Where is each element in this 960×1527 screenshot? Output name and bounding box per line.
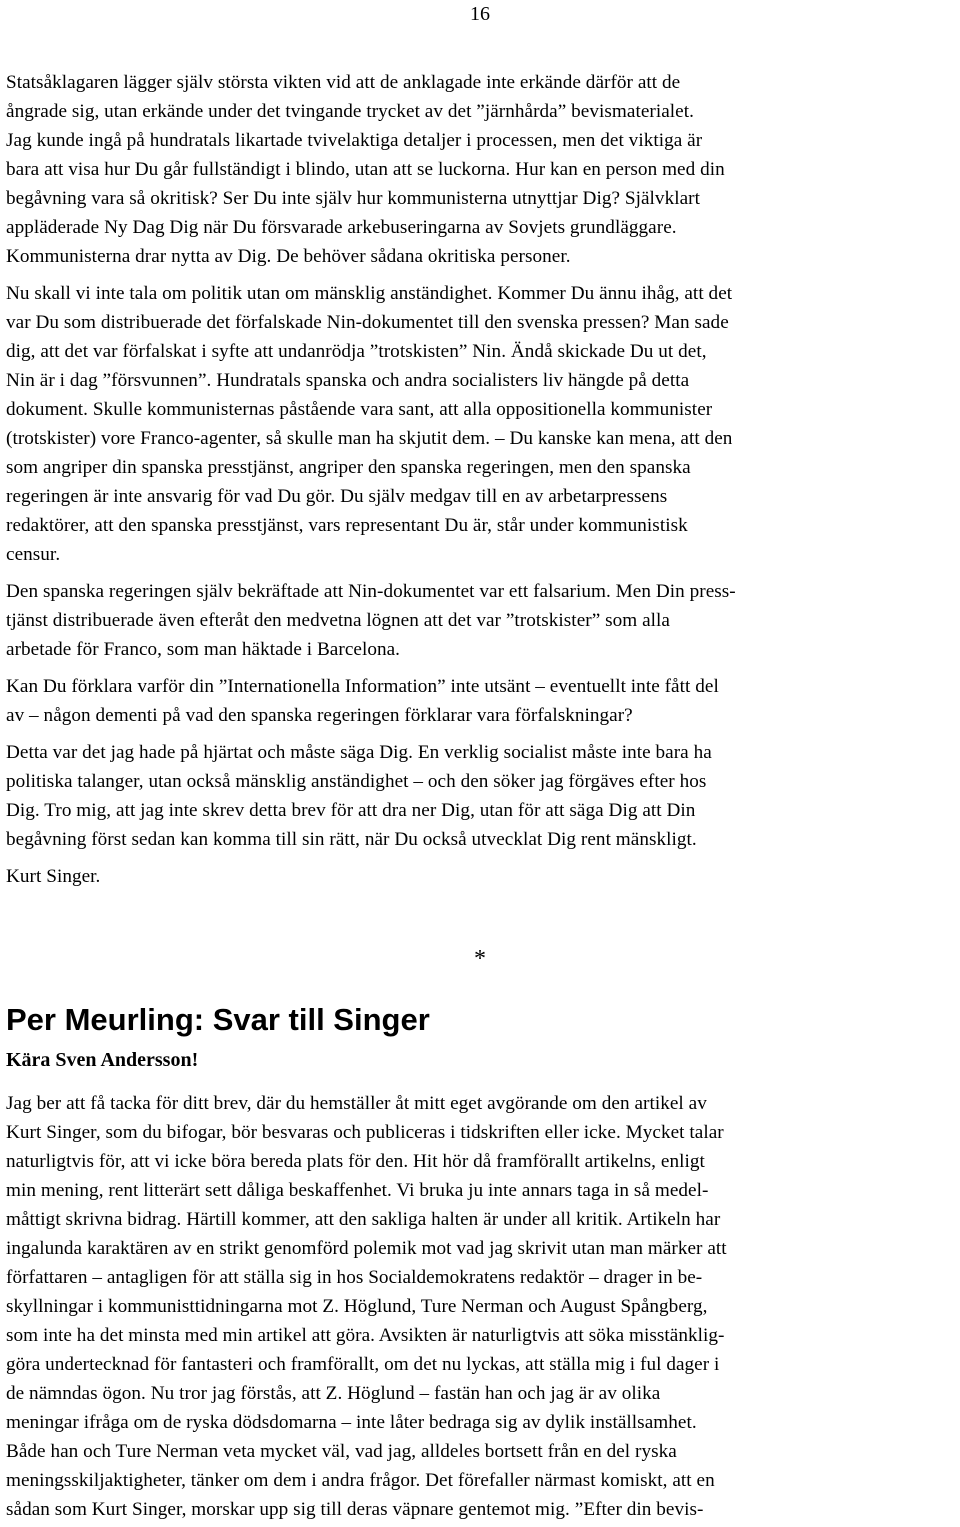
reply-heading: Per Meurling: Svar till Singer — [6, 1002, 430, 1037]
letter-paragraph-4: Kan Du förklara varför din ”Internationella Information” inte utsänt – eventuellt inte fått del av – någon dementi på vad den spanska regeringen förklarar vara förfalskningar? — [6, 676, 719, 726]
letter-paragraph-3: Den spanska regeringen själv bekräftade att Nin-dokumentet var ett falsarium. Men Din press- tjänst distribuerade även efteråt den medvetna lögnen att det var ”trotskister” som alla arbetade för Franco, som man häktade i Barcelona. — [6, 581, 736, 660]
letter-paragraph-2: Nu skall vi inte tala om politik utan om mänsklig anständighet. Kommer Du ännu ihåg, att det var Du som distribuerade det förfalskade Nin-dokumentet till den svenska pressen? Man sade dig, att det var förfalskat i syfte att undanrödja ”trotskisten” Nin. Ändå skickade Du ut det, Nin är i dag ”försvunnen”. Hundratals spanska och andra socialisters liv hängde på detta dokument. Skulle kommunisternas påstående vara sant, att alla oppositionella kommunister (trotskister) vore Franco-agenter, så skulle man ha skjutit dem. – Du kanske kan mena, att den som angriper din spanska presstjänst, angriper den spanska regeringen, men den spanska regeringen är inte ansvarig för vad Du gör. Du själv medgav till en av arbetarpressens redaktörer, att den spanska presstjänst, vars representant Du är, står under kommunistisk censur. — [6, 283, 733, 565]
page-number: 16 — [470, 3, 490, 25]
section-separator: * — [474, 946, 486, 972]
letter-paragraph-5: Detta var det jag hade på hjärtat och måste säga Dig. En verklig socialist måste inte bara ha politiska talanger, utan också mänsklig anständighet – och den söker jag förgäves efter hos Dig. Tro mig, att jag inte skrev detta brev för att dra ner Dig, utan för att säga Dig att Din begåvning först sedan kan komma till sin rätt, när Du också utvecklat Dig rent mänskligt. — [6, 742, 712, 850]
reply-salutation: Kära Sven Andersson! — [6, 1049, 199, 1071]
letter-signature: Kurt Singer. — [6, 866, 101, 887]
letter-body — [6, 68, 956, 891]
reply-paragraph: Jag ber att få tacka för ditt brev, där du hemställer åt mitt eget avgörande om den artikel av Kurt Singer, som du bifogar, bör besvaras och publiceras i tidskriften eller icke. Mycket talar naturligtvis för, att vi icke böra bereda plats för den. Hit hör då framförallt artikelns, enligt min mening, rent litterärt sett dåliga beskaffenhet. Vi bruka ju inte annars taga in så medel- måttigt skrivna bidrag. Härtill kommer, att den sakliga halten är under all kritik. Artikeln har ingalunda karaktären av en strikt genomförd polemik mot vad jag skrivit utan man märker att författaren – antagligen för att ställa sig in hos Socialdemokratens redaktör – drager in be- skyllningar i kommunisttidningarna mot Z. Höglund, Ture Nerman och August Spångberg, som inte ha det minsta med min artikel att göra. Avsikten är naturligtvis att söka misstänklig- göra undertecknad för fantasteri och framförallt, om det nu lyckas, att ställa mig i ful dager i de nämndas ögon. Nu tror jag förstås, att Z. Höglund – fastän han och jag är av olika meningar ifråga om de ryska dödsdomarna – inte låter bedraga sig av dylik inställsamhet. Både han och Ture Nerman veta mycket väl, vad jag, alldeles bortsett från en del ryska meningsskiljaktigheter, tänker om dem i andra frågor. Det förefaller närmast komiskt, att en sådan som Kurt Singer, morskar upp sig till deras väpnare gentemot mig. ”Efter din bevis- — [6, 1093, 727, 1520]
letter-paragraph-1: Statsåklagaren lägger själv största vikten vid att de anklagade inte erkände därför att de ångrade sig, utan erkände under det tvingande trycket av det ”järnhårda” bevismaterialet. Jag kunde ingå på hundratals likartade tvivelaktiga detaljer i processen, men det viktiga är bara att visa hur Du går fullständigt i blindo, utan att se luckorna. Hur kan en person med din begåvning vara så okritisk? Ser Du inte själv hur kommunisterna utnyttjar Dig? Självklart appläderade Ny Dag Dig när Du försvarade arkebuseringarna av Sovjets grundläggare. Kommunisterna drar nytta av Dig. De behöver sådana okritiska personer. — [6, 72, 725, 267]
reply-body-container — [6, 1089, 956, 1524]
